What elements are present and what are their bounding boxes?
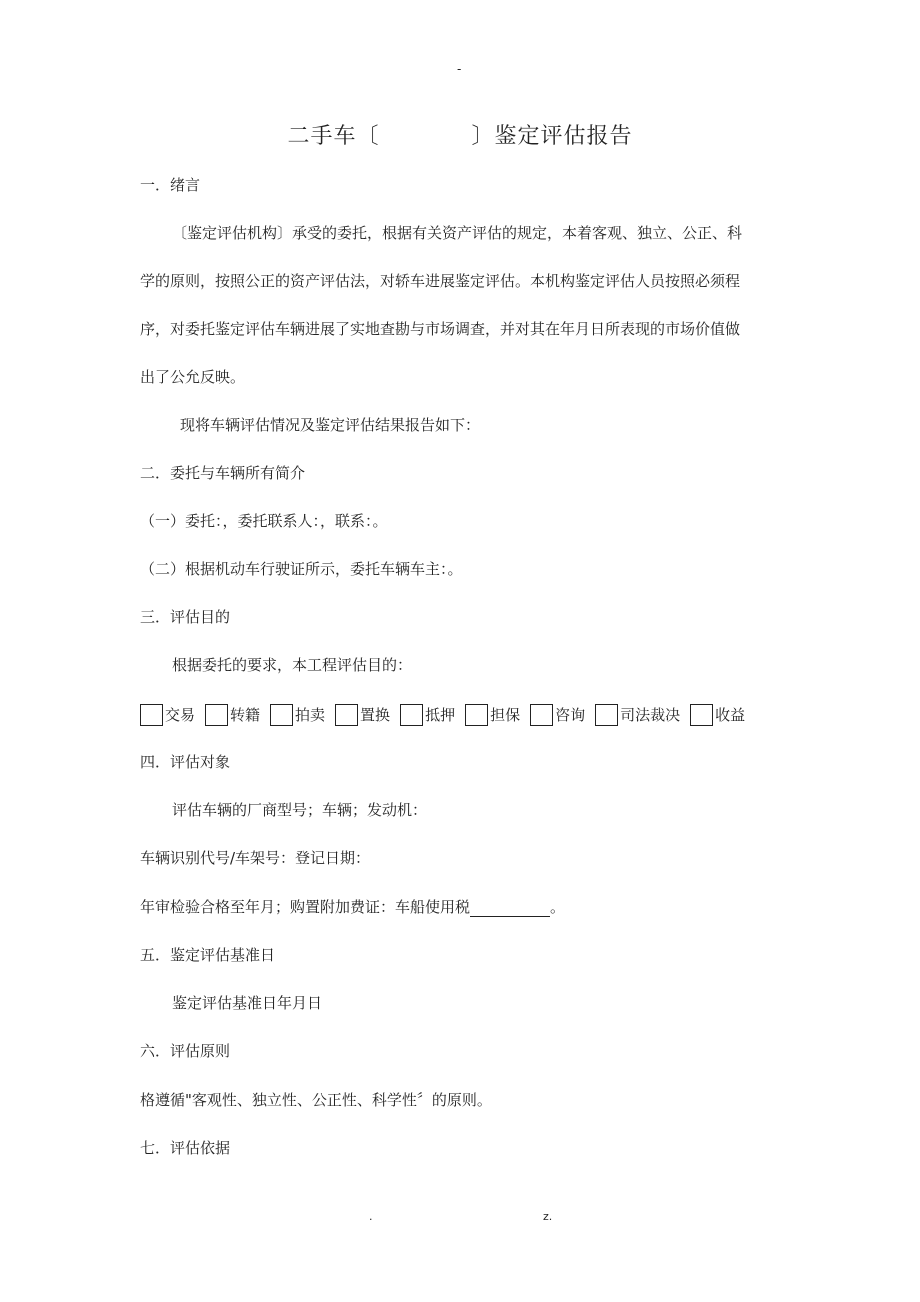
intro-paragraph-2: 现将车辆评估情况及鉴定评估结果报告如下： — [180, 416, 481, 434]
checkbox[interactable] — [335, 704, 358, 726]
purpose-label: 置换 — [360, 706, 391, 724]
purpose-option[interactable] — [400, 703, 455, 727]
footer-right-mark: z. — [543, 1210, 553, 1223]
checkbox[interactable] — [690, 704, 713, 726]
intro-paragraph-line-1: 〔鉴定评估机构〕承受的委托，根据有关资产评估的规定，本着客观、独立、公正、科 — [172, 224, 743, 242]
checkbox[interactable] — [400, 704, 423, 726]
purpose-label: 交易 — [165, 706, 196, 724]
checkbox[interactable] — [465, 704, 488, 726]
section-2-heading: 二．委托与车辆所有简介 — [140, 464, 306, 482]
purpose-checkbox-row — [140, 703, 745, 727]
section-4-heading: 四．评估对象 — [140, 753, 231, 771]
purpose-option[interactable] — [335, 703, 390, 727]
section-7-heading: 七．评估依据 — [140, 1139, 231, 1157]
purpose-label: 拍卖 — [295, 706, 326, 724]
intro-paragraph-line-2: 学的原则，按照公正的资产评估法，对轿车进展鉴定评估。本机构鉴定评估人员按照必须程 — [140, 272, 741, 290]
section-5-heading: 五．鉴定评估基准日 — [140, 946, 276, 964]
base-date-line: 鉴定评估基准日年月日 — [172, 994, 323, 1012]
intro-paragraph-line-4: 出了公允反映。 — [140, 368, 246, 386]
purpose-label: 司法裁决 — [620, 706, 681, 724]
header-mark: - — [457, 62, 462, 76]
vehicle-model-line: 评估车辆的厂商型号；车辆；发动机： — [172, 801, 428, 819]
purpose-option[interactable] — [690, 703, 745, 727]
purpose-option[interactable] — [465, 703, 520, 727]
checkbox[interactable] — [270, 704, 293, 726]
purpose-label: 转籍 — [230, 706, 261, 724]
purpose-option[interactable] — [205, 703, 260, 727]
client-info-line: （一）委托：，委托联系人：，联系：。 — [140, 512, 388, 530]
checkbox[interactable] — [205, 704, 228, 726]
purpose-label: 抵押 — [425, 706, 456, 724]
checkbox[interactable] — [595, 704, 618, 726]
purpose-option[interactable] — [530, 703, 585, 727]
checkbox[interactable] — [530, 704, 553, 726]
section-6-heading: 六．评估原则 — [140, 1042, 231, 1060]
tax-blank-field[interactable] — [470, 900, 550, 917]
section-3-heading: 三．评估目的 — [140, 608, 231, 626]
footer-left-mark: . — [369, 1210, 373, 1223]
purpose-option[interactable] — [270, 703, 325, 727]
inspection-text: 年审检验合格至年月；购置附加费证：车船使用税 — [140, 898, 471, 916]
purpose-label: 咨询 — [555, 706, 586, 724]
owner-info-line: （二）根据机动车行驶证所示，委托车辆车主：。 — [140, 560, 463, 578]
principle-line: 格遵循"客观性、独立性、公正性、科学性〞的原则。 — [140, 1091, 492, 1109]
vin-line: 车辆识别代号/车架号：登记日期： — [140, 849, 371, 867]
inspection-end: 。 — [550, 898, 566, 916]
purpose-label: 担保 — [490, 706, 521, 724]
inspection-line — [140, 897, 565, 917]
intro-paragraph-line-3: 序，对委托鉴定评估车辆进展了实地查勘与市场调查，并对其在年月日所表现的市场价值做 — [140, 320, 741, 338]
report-title: 二手车〔 〕鉴定评估报告 — [287, 124, 633, 149]
purpose-option[interactable] — [595, 703, 680, 727]
checkbox[interactable] — [140, 704, 163, 726]
purpose-option[interactable] — [140, 703, 195, 727]
section-1-heading: 一．绪言 — [140, 176, 201, 194]
purpose-label: 收益 — [715, 706, 746, 724]
purpose-intro: 根据委托的要求，本工程评估目的： — [172, 656, 413, 674]
